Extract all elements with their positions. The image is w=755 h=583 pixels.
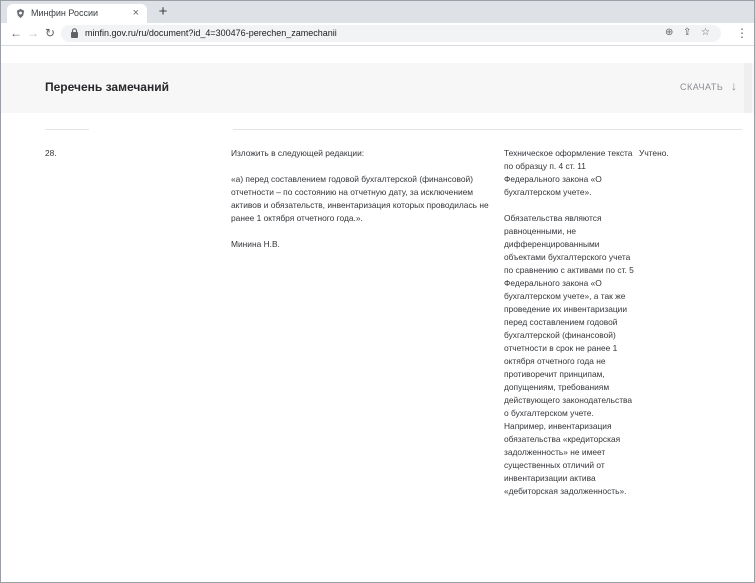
back-icon[interactable]: ← bbox=[10, 26, 22, 40]
justification-paragraph: Техническое оформление текста по образцу п. 4 ст. 11 Федерального закона «О бухгалтерском учете». bbox=[504, 148, 633, 197]
proposal-text: «а) перед составлением годовой бухгалтерской (финансовой) отчетности – по состоянию на отчетную дату, за исключением активов и обязательств, инвентаризация которых проводилась не ранее 1 октября отчетного года.». bbox=[231, 174, 489, 223]
menu-kebab-icon[interactable]: ⋮ bbox=[736, 26, 748, 40]
forward-icon[interactable]: → bbox=[27, 26, 39, 40]
divider bbox=[233, 129, 742, 130]
tab-close-icon[interactable]: × bbox=[132, 7, 139, 19]
page-title: Перечень замечаний bbox=[45, 80, 169, 94]
zoom-icon[interactable]: ⊕ bbox=[665, 27, 674, 38]
scrollbar[interactable] bbox=[744, 63, 752, 113]
download-button[interactable]: СКАЧАТЬ bbox=[680, 82, 724, 92]
proposal-intro: Изложить в следующей редакции: bbox=[231, 148, 365, 158]
minfin-emblem-icon bbox=[15, 8, 26, 19]
divider bbox=[45, 129, 89, 130]
page-header bbox=[1, 63, 754, 113]
tab-strip bbox=[1, 1, 754, 23]
lock-icon[interactable] bbox=[70, 28, 79, 38]
proposal-cell bbox=[231, 147, 499, 264]
share-icon[interactable]: ⇪ bbox=[683, 27, 692, 38]
browser-toolbar bbox=[1, 23, 754, 46]
address-bar[interactable] bbox=[61, 25, 721, 42]
page-content bbox=[1, 46, 754, 582]
download-arrow-icon[interactable]: ↓ bbox=[731, 79, 737, 93]
row-number: 28. bbox=[45, 148, 57, 158]
result-cell: Учтено. bbox=[639, 148, 669, 158]
url-text[interactable]: minfin.gov.ru/ru/document?id_4=300476-perechen_zamechanii bbox=[85, 28, 337, 38]
bookmark-star-icon[interactable]: ☆ bbox=[701, 27, 710, 38]
tab-title: Минфин России bbox=[31, 8, 99, 18]
browser-tab[interactable] bbox=[7, 4, 147, 23]
justification-paragraph: Обязательства являются равноценными, не дифференцированными объектами бухгалтерского учета по сравнению с активами по ст. 5 Федерального закона «О бухгалтерском учете», а так же проведение их инвентаризации перед составлением годовой бухгалтерской (финансовой) отчетности в срок не ранее 1 октября отчетного года не противоречит принципам, допущениям, требованиям действующего законодательства о бухгалтерском учете. Например, инвентаризация обязательства «кредиторская задолженность» не имеет существенных отличий от инвентаризации актива «дебиторская задолженность». bbox=[504, 213, 634, 496]
reload-icon[interactable]: ↻ bbox=[44, 26, 56, 40]
justification-cell bbox=[504, 147, 634, 511]
proposal-author: Минина Н.В. bbox=[231, 239, 280, 249]
new-tab-button[interactable]: + bbox=[158, 3, 168, 20]
